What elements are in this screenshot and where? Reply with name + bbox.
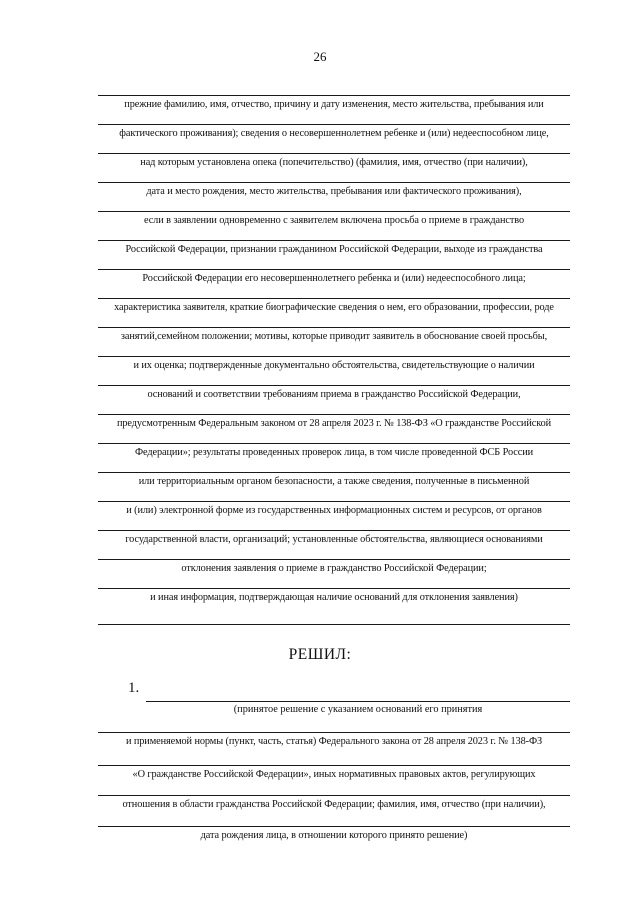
form-hint-line [98, 443, 570, 459]
item-fill-line [146, 701, 570, 702]
form-hint-line [98, 153, 570, 169]
decision-hint-line [98, 732, 570, 748]
form-hint-text: дата и место рождения, место жительства, пребывания или фактического проживания), [146, 186, 522, 197]
form-hint-text: Федерации»; результаты проведенных проверок лица, в том числе проведенной ФСБ России [134, 447, 534, 458]
item-hint: (принятое решение с указанием оснований его принятия [233, 704, 483, 715]
form-hint-text: прежние фамилию, имя, отчество, причину и дату изменения, место жительства, пребывания или [124, 99, 544, 110]
form-hint-text: занятий,семейном положении; мотивы, которые приводит заявитель в обоснование своей просьбы, [120, 331, 548, 342]
form-hint-text: и (или) электронной форме из государственных информационных систем и ресурсов, от органов [126, 505, 542, 516]
form-hint-line [98, 472, 570, 488]
form-hint-text: фактического проживания); сведения о несовершеннолетнем ребенке и (или) недееспособном лице, [119, 128, 549, 139]
form-hint-text: над которым установлена опека (попечительство) (фамилия, имя, отчество (при наличии), [140, 157, 528, 168]
form-hint-line [98, 530, 570, 546]
form-hint-line [98, 211, 570, 227]
form-hint-line [98, 124, 570, 140]
form-hint-line [98, 95, 570, 111]
decision-title: РЕШИЛ: [288, 646, 352, 663]
form-hint-line [98, 356, 570, 372]
form-hint-line [98, 182, 570, 198]
decision-hint-text: отношения в области гражданства Российской Федерации; фамилия, имя, отчество (при наличии), [122, 799, 546, 810]
form-hint-line [98, 559, 570, 575]
form-hint-text: или территориальным органом безопасности, а также сведения, полученные в письменной [138, 476, 530, 487]
form-hint-text: Российской Федерации его несовершеннолетнего ребенка и (или) недееспособного лица; [142, 273, 526, 284]
form-hint-line [98, 269, 570, 285]
form-hint-text: Российской Федерации, признании гражданином Российской Федерации, выходе из гражданства [125, 244, 543, 255]
item-number: 1. [128, 680, 140, 696]
form-hint-text: оснований и соответствии требованиям приема в гражданство Российской Федерации, [147, 389, 521, 400]
form-closing-line [98, 624, 570, 625]
form-hint-text: и их оценка; подтвержденные документально обстоятельства, свидетельствующие о наличии [133, 360, 535, 371]
form-hint-text: характеристика заявителя, краткие биографические сведения о нем, его образовании, профессии, роде [114, 302, 554, 313]
form-hint-text: отклонения заявления о приеме в гражданство Российской Федерации; [181, 563, 487, 574]
form-hint-line [98, 298, 570, 314]
form-hint-line [98, 327, 570, 343]
form-hint-line [98, 240, 570, 256]
form-hint-text: и иная информация, подтверждающая наличие оснований для отклонения заявления) [150, 592, 518, 603]
decision-hint-line [98, 795, 570, 811]
form-hint-text: государственной власти, организаций; установленные обстоятельства, являющиеся основаниями [125, 534, 543, 545]
form-hint-line [98, 385, 570, 401]
decision-hint-text: «О гражданстве Российской Федерации», иных нормативных правовых актов, регулирующих [132, 769, 536, 780]
decision-hint-line [98, 826, 570, 842]
decision-hint-line [98, 765, 570, 781]
decision-hint-text: и применяемой нормы (пункт, часть, статья) Федерального закона от 28 апреля 2023 г. № 138-ФЗ [125, 736, 543, 747]
decision-hint-text: дата рождения лица, в отношении которого принято решение) [200, 830, 468, 841]
form-hint-line [98, 588, 570, 604]
form-hint-text: если в заявлении одновременно с заявителем включена просьба о приеме в гражданство [143, 215, 525, 226]
form-hint-line [98, 414, 570, 430]
form-hint-text: предусмотренным Федеральным законом от 28 апреля 2023 г. № 138-ФЗ «О гражданстве Российской [116, 418, 552, 429]
page-number: 26 [313, 49, 327, 64]
form-hint-line [98, 501, 570, 517]
